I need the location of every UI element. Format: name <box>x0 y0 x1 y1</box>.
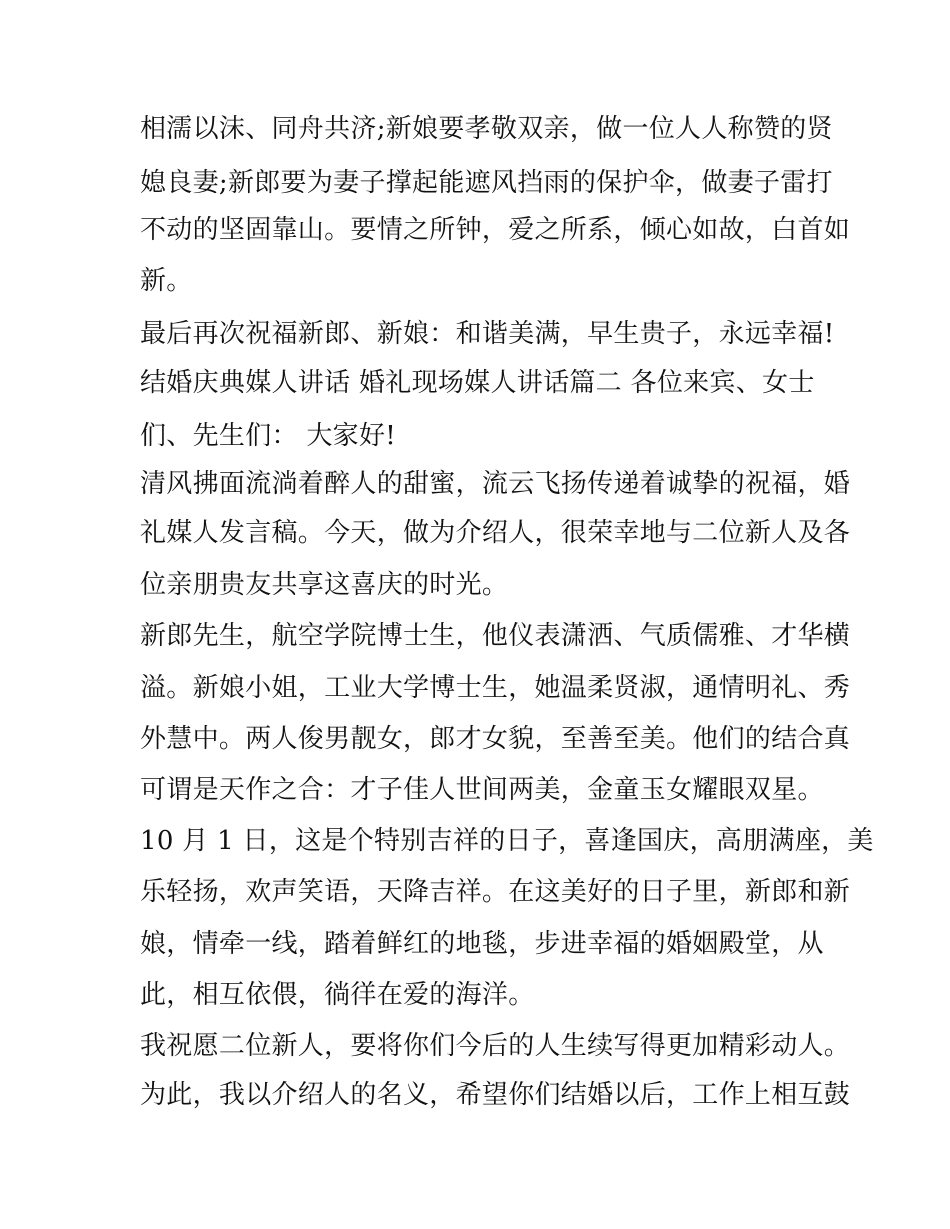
text-line: 结婚庆典媒人讲话 婚礼现场媒人讲话篇二 各位来宾、女士 <box>140 368 815 398</box>
text-line: 位亲朋贵友共享这喜庆的时光。 <box>140 570 509 600</box>
text-line: 我祝愿二位新人，要将你们今后的人生续写得更加精彩动人。 <box>140 1031 851 1061</box>
text-line: 清风拂面流淌着醉人的甜蜜，流云飞扬传递着诚挚的祝福，婚 <box>140 469 851 499</box>
text-line: 新郎先生，航空学院博士生，他仪表潇洒、气质儒雅、才华横 <box>140 621 851 651</box>
text-line: 媳良妻;新郎要为妻子撑起能遮风挡雨的保护伞，做妻子雷打 <box>140 168 833 198</box>
text-line: 相濡以沫、同舟共济;新娘要孝敬双亲，做一位人人称赞的贤 <box>140 114 833 144</box>
text-line: 可谓是天作之合：才子佳人世间两美，金童玉女耀眼双星。 <box>140 775 824 805</box>
text-line: 为此，我以介绍人的名义，希望你们结婚以后，工作上相互鼓 <box>140 1080 851 1110</box>
text-line: 礼媒人发言稿。今天，做为介绍人，很荣幸地与二位新人及各 <box>140 518 851 548</box>
text-line: 此，相互依偎，徜徉在爱的海洋。 <box>140 980 535 1010</box>
text-line: 娘，情牵一线，踏着鲜红的地毯，步进幸福的婚姻殿堂，从 <box>140 929 824 959</box>
text-line: 最后再次祝福新郎、新娘：和谐美满，早生贵子，永远幸福! <box>140 319 835 349</box>
text-line: 乐轻扬，欢声笑语，天降吉祥。在这美好的日子里，新郎和新 <box>140 877 851 907</box>
text-line: 10 月 1 日，这是个特别吉祥的日子，喜逢国庆，高朋满座，美 <box>140 826 874 856</box>
text-line: 溢。新娘小姐，工业大学博士生，她温柔贤淑，通情明礼、秀 <box>140 673 851 703</box>
text-line: 不动的坚固靠山。要情之所钟，爱之所系，倾心如故，白首如 <box>140 215 851 245</box>
text-line: 新。 <box>140 266 193 296</box>
text-line: 外慧中。两人俊男靓女，郎才女貌，至善至美。他们的结合真 <box>140 724 851 754</box>
text-line: 们、先生们： 大家好! <box>140 421 397 451</box>
